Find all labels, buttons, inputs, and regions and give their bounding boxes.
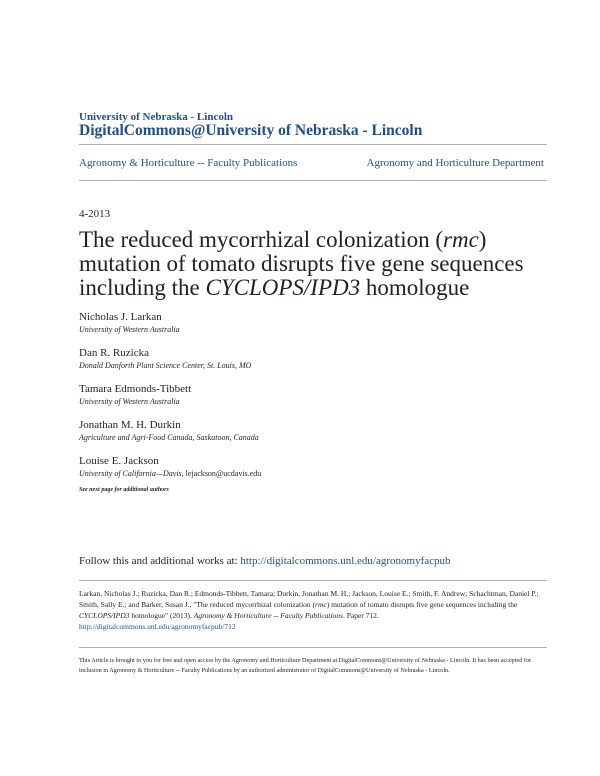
paper-title: The reduced mycorrhizal colonization (rmc) mutation of tomato disrupts five gene sequences including the CYCLOPS/IPD3 homologue xyxy=(79,227,524,300)
author-affiliation: University of Western Australia xyxy=(79,325,180,334)
follow-line: Follow this and additional works at: http://digitalcommons.unl.edu/agronomyfacpub xyxy=(79,555,451,567)
institution-name: University of Nebraska - Lincoln xyxy=(79,111,233,123)
recommended-citation: Larkan, Nicholas J.; Ruzicka, Dan R.; Edmonds-Tibbett, Tamara; Durkin, Jonathan M. H.; Jackson, Louise E.; Smith, F. Andrew; Schachtman, Daniel P.; Smith, Sally E.; and Barker, Susan J., "The reduced mycorrhizal colonization (rmc) mutation of tomato disrupts five gene sequences including the CYCLOPS/IPD3 homologue" (2013). Agronomy & Horticulture -- Faculty Publications. Paper 712. http://digitalcommons.unl.edu/agronomyfacpub/712 xyxy=(79,589,539,631)
collection-url-link[interactable]: http://digitalcommons.unl.edu/agronomyfacpub xyxy=(240,555,451,567)
author-name: Jonathan M. H. Durkin xyxy=(79,419,181,431)
author-name: Dan R. Ruzicka xyxy=(79,347,149,359)
citation-divider xyxy=(79,580,547,581)
author-affiliation: Donald Danforth Plant Science Center, St. Louis, MO xyxy=(79,361,252,370)
author-entry xyxy=(79,455,549,479)
author-affiliation: University of California—Davis, lejackson@ucdavis.edu xyxy=(79,469,262,478)
access-notice: This Article is brought to you for free and open access by the Agronomy and Horticulture Department at DigitalCommons@University of Nebraska - Lincoln. It has been accepted for inclusion in Agronomy & Horticulture -- Faculty Publications by an authorized administrator of DigitalCommons@University of Nebraska - Lincoln. xyxy=(79,657,532,674)
department-link[interactable]: Agronomy and Horticulture Department xyxy=(366,157,544,169)
citation-url-link[interactable]: http://digitalcommons.unl.edu/agronomyfacpub/712 xyxy=(79,622,236,631)
author-list xyxy=(79,311,549,493)
collection-link[interactable]: Agronomy & Horticulture -- Faculty Publications xyxy=(79,157,298,169)
author-entry xyxy=(79,419,549,443)
author-name: Nicholas J. Larkan xyxy=(79,311,162,323)
author-name: Tamara Edmonds-Tibbett xyxy=(79,383,192,395)
author-email[interactable]: lejackson@ucdavis.edu xyxy=(185,469,262,478)
publication-date: 4-2013 xyxy=(79,208,111,220)
author-entry xyxy=(79,383,549,407)
author-entry xyxy=(79,347,549,371)
header-divider-top xyxy=(79,144,547,145)
notice-divider xyxy=(79,647,547,648)
author-affiliation: Agriculture and Agri-Food Canada, Saskatoon, Canada xyxy=(79,433,259,442)
header-divider-bottom xyxy=(79,180,547,181)
author-entry xyxy=(79,311,549,335)
repository-name: DigitalCommons@University of Nebraska - Lincoln xyxy=(79,122,423,139)
author-affiliation: University of Western Australia xyxy=(79,397,180,406)
author-name: Louise E. Jackson xyxy=(79,455,159,467)
more-authors-note: See next page for additional authors xyxy=(79,487,169,493)
